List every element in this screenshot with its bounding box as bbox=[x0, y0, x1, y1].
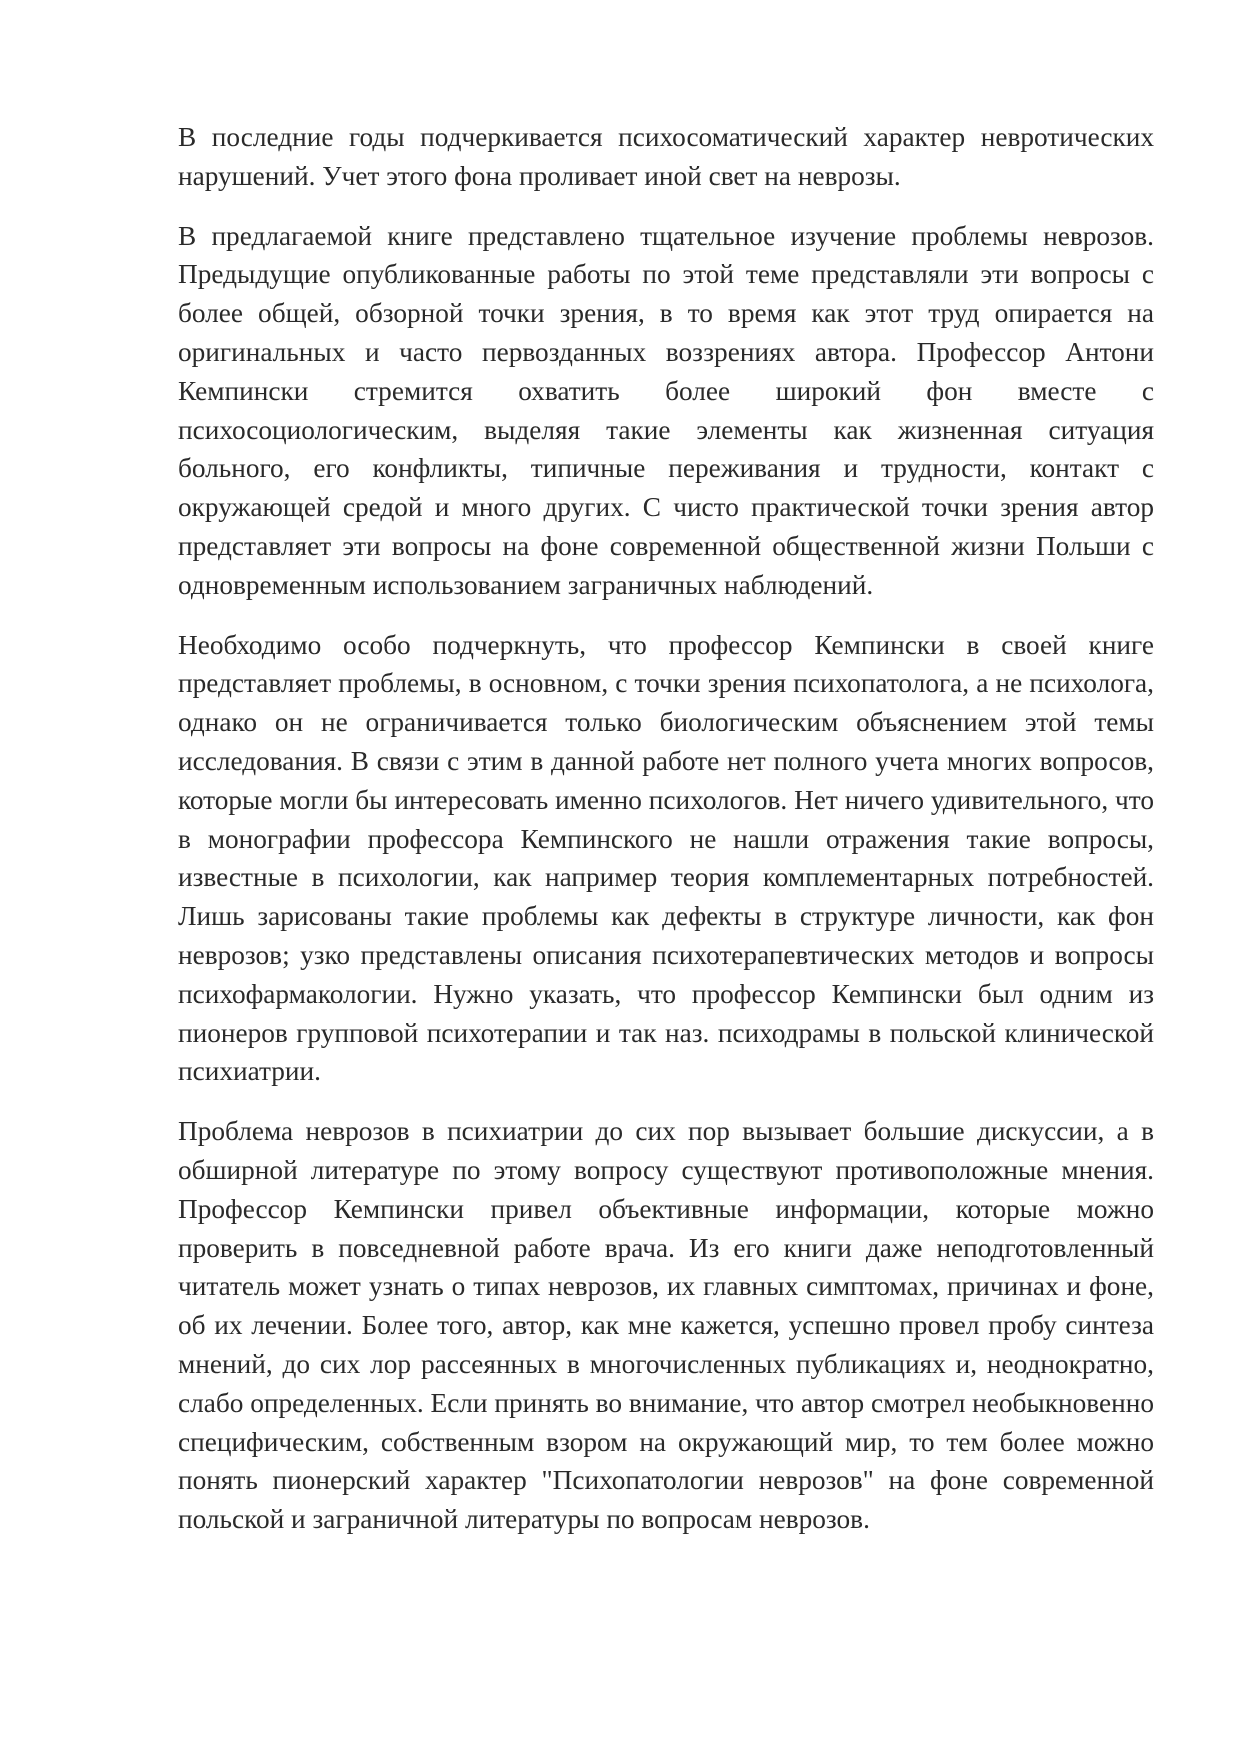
paragraph-1: В последние годы подчеркивается психосоматический характер невротических нарушений. Учет этого фона проливает иной свет на неврозы. bbox=[178, 122, 1154, 191]
paragraph-2: В предлагаемой книге представлено тщательное изучение проблемы неврозов. Предыдущие опубликованные работы по этой теме представляли эти вопросы с более общей, обзорной точки зрения, в то время как этот труд опирается на оригинальных и часто первозданных воззрениях автора. Профессор Антони Кемпински стремится охватить более широкий фон вместе с психосоциологическим, выделяя такие элементы как жизненная ситуация больного, его конфликты, типичные переживания и трудности, контакт с окружающей средой и много других. С чисто практической точки зрения автор представляет эти вопросы на фоне современной общественной жизни Польши с одновременным использованием заграничных наблюдений. bbox=[178, 220, 1154, 600]
paragraph-3: Необходимо особо подчеркнуть, что профессор Кемпински в своей книге представляет проблемы, в основном, с точки зрения психопатолога, а не психолога, однако он не ограничивается только биологическим объяснением этой темы исследования. В связи с этим в данной работе нет полного учета многих вопросов, которые могли бы интересовать именно психологов. Нет ничего удивительного, что в монографии профессора Кемпинского не нашли отражения такие вопросы, известные в психологии, как например теория комплементарных потребностей. Лишь зарисованы такие проблемы как дефекты в структуре личности, как фон неврозов; узко представлены описания психотерапевтических методов и вопросы психофармакологии. Нужно указать, что профессор Кемпински был одним из пионеров групповой психотерапии и так наз. психодрамы в польской клинической психиатрии. bbox=[178, 629, 1154, 1087]
paragraph-4: Проблема неврозов в психиатрии до сих пор вызывает большие дискуссии, а в обширной литературе по этому вопросу существуют противоположные мнения. Профессор Кемпински привел объективные информации, которые можно проверить в повседневной работе врача. Из его книги даже неподготовленный читатель может узнать о типах неврозов, их главных симптомах, причинах и фоне, об их лечении. Более того, автор, как мне кажется, успешно провел пробу синтеза мнений, до сих лор рассеянных в многочисленных публикациях и, неоднократно, слабо определенных. Если принять во внимание, что автор смотрел необыкновенно специфическим, собственным взором на окружающий мир, то тем более можно понять пионерский характер "Психопатологии неврозов" на фоне современной польской и заграничной литературы по вопросам неврозов. bbox=[178, 1116, 1154, 1535]
body-text bbox=[178, 118, 1154, 1560]
